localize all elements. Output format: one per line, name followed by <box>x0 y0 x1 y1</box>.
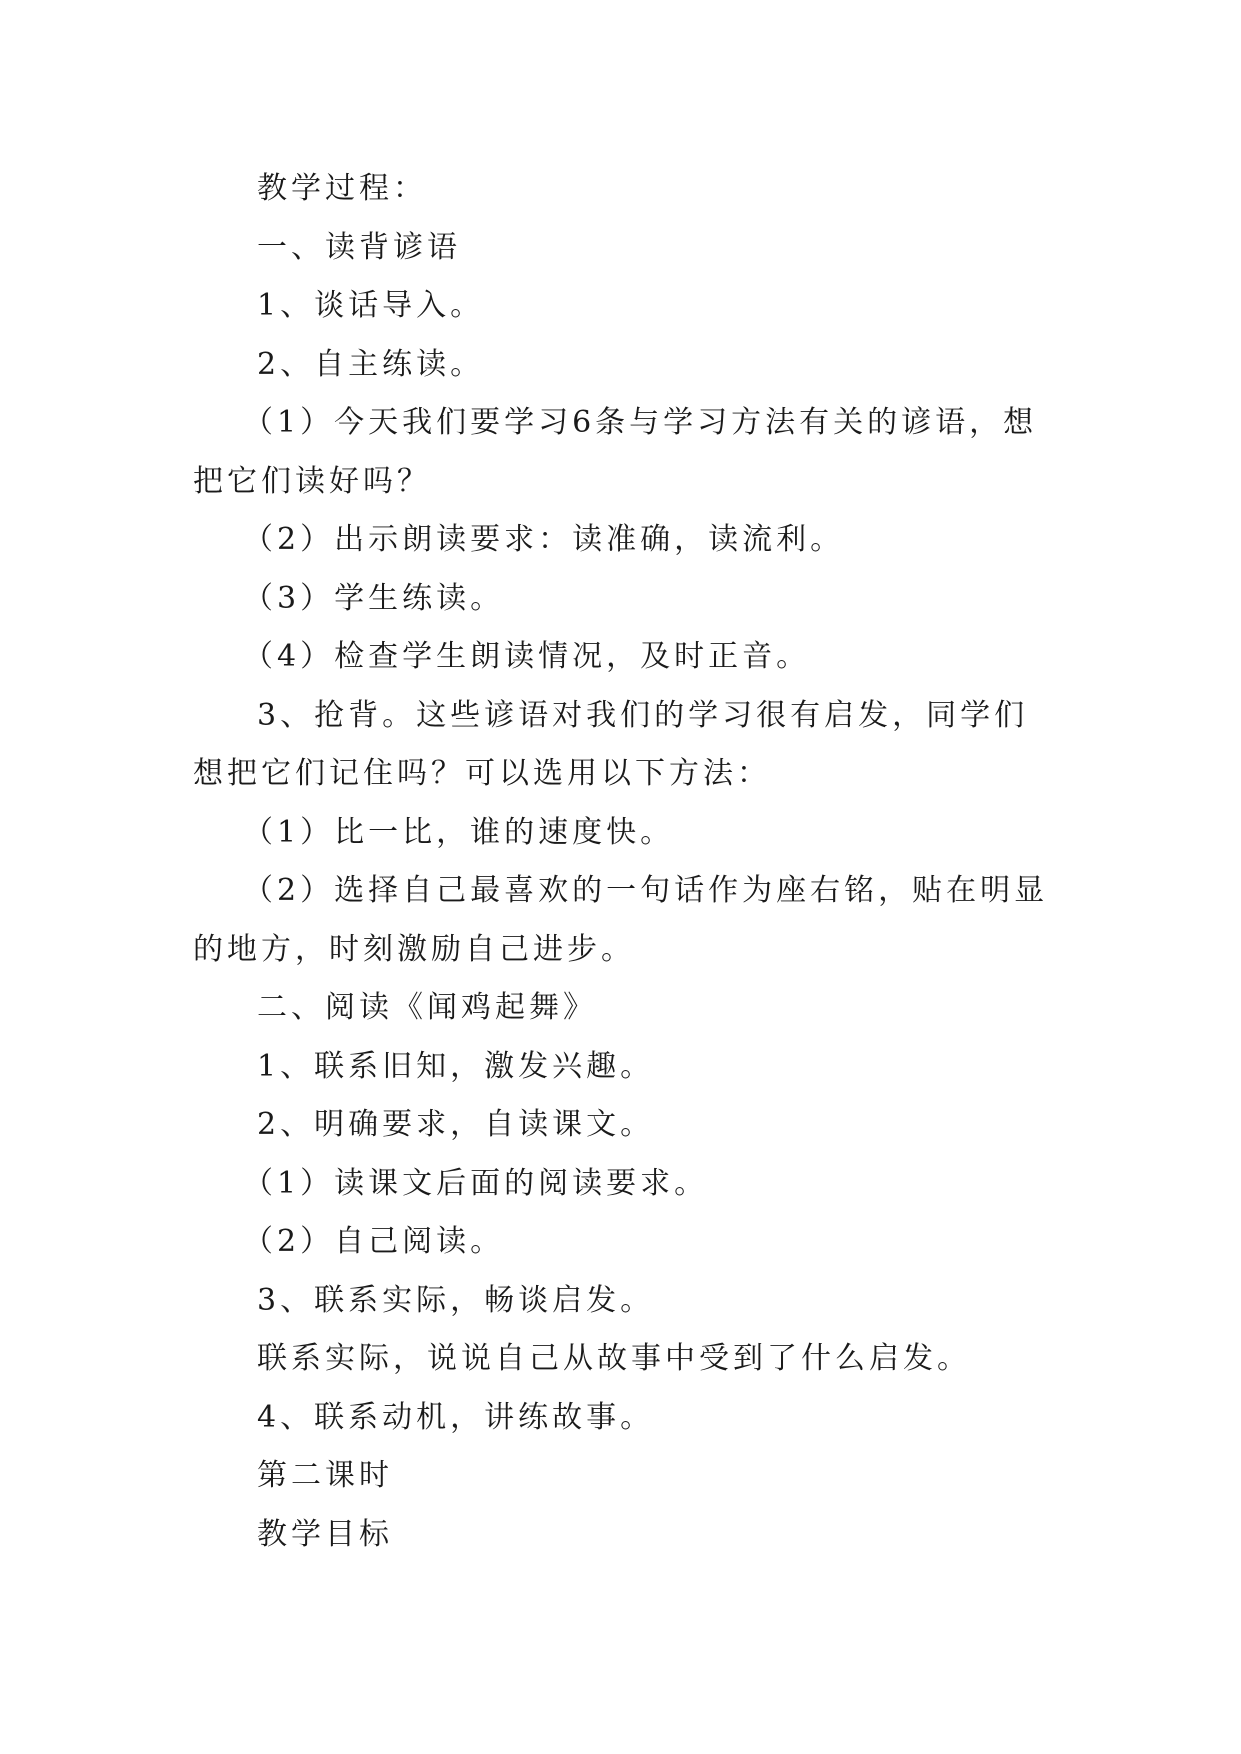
sub-list-item: （2）自己阅读。 <box>243 1224 505 1259</box>
list-item: 4、联系动机，讲练故事。 <box>257 1399 655 1435</box>
sub-list-item: （1）比一比，谁的速度快。 <box>243 814 675 850</box>
document-page <box>193 160 1055 1564</box>
list-item: 2、自主练读。 <box>257 346 485 382</box>
section-heading: 一、读背谚语 <box>257 229 461 265</box>
section-heading: 教学目标 <box>257 1516 393 1552</box>
list-item: 1、联系旧知，激发兴趣。 <box>257 1048 655 1084</box>
section-heading: 二、阅读《闻鸡起舞》 <box>257 990 597 1025</box>
list-item: 3、抢背。这些谚语对我们的学习很有启发，同学们想把它们记住吗？可以选用以下方法： <box>193 697 1029 791</box>
section-heading: 教学过程： <box>257 171 427 206</box>
sub-list-item: （2）出示朗读要求：读准确，读流利。 <box>243 522 845 557</box>
sub-list-item: （3）学生练读。 <box>243 580 505 616</box>
list-item: 1、谈话导入。 <box>257 288 485 323</box>
section-heading: 第二课时 <box>257 1458 393 1493</box>
body-paragraph: 联系实际，说说自己从故事中受到了什么启发。 <box>257 1341 971 1376</box>
sub-list-item: （2）选择自己最喜欢的一句话作为座右铭，贴在明显的地方，时刻激励自己进步。 <box>193 873 1049 967</box>
sub-list-item: （1）今天我们要学习6条与学习方法有关的谚语，想把它们读好吗？ <box>193 405 1038 499</box>
list-item: 2、明确要求，自读课文。 <box>257 1107 655 1142</box>
sub-list-item: （1）读课文后面的阅读要求。 <box>243 1165 709 1201</box>
sub-list-item: （4）检查学生朗读情况，及时正音。 <box>243 639 811 674</box>
list-item: 3、联系实际，畅谈启发。 <box>257 1282 655 1318</box>
